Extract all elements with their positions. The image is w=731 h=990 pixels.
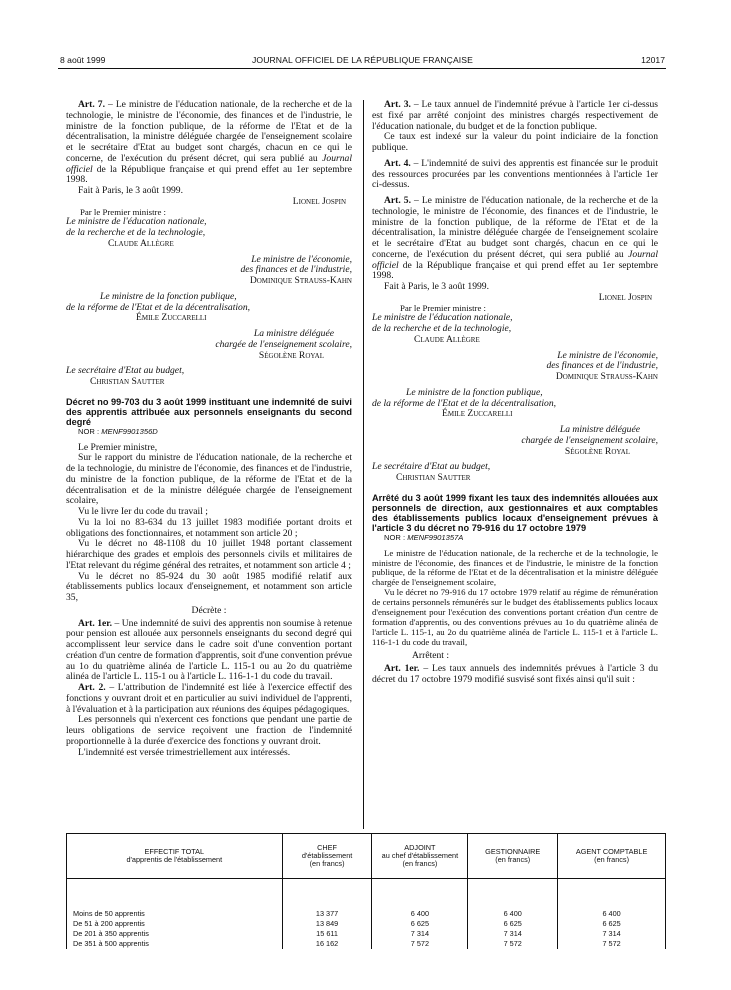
- decrete: Décrète :: [191, 604, 227, 616]
- table-cell: 6 625: [468, 919, 558, 929]
- signatory-name: Ségolène Royal: [564, 445, 630, 457]
- signatory-title: Le ministre de l'éducation nationale,: [372, 312, 513, 324]
- article-3: Art. 3. – Le taux annuel de l'indemnité prévue à l'article 1er ci-dessus est fixé par arrêté conjoint des ministres chargés respectivement de l'éducation nationale, du budget et de la fonction publique.: [372, 99, 659, 132]
- table-cell: 16 162: [282, 939, 372, 949]
- paragraph: Vu le décret no 79-916 du 17 octobre 1979 relatif au régime de rémunération de certains personnels rémunérés sur le budget des établissements publics locaux d'enseignement pour l'exécution des conventions portant création d'un centre de formation d'apprentis, ou des conventions prévues au 1o du quatrième alinéa de l'article L. 115-1, au 2o du quatrième alinéa de l'article L. 115-1 et à l'article L. 116-1-1 du code du travail,: [372, 587, 658, 647]
- fait-a-paris: Fait à Paris, le 3 août 1999.: [78, 185, 183, 196]
- arrete-title: Arrêté du 3 août 1999 fixant les taux des indemnités allouées aux personnels de direction, aux gestionnaires et aux comptables des établissements publics locaux d'enseignement prévues à l'article 3 du décret no 79-916 du 17 octobre 1979: [372, 492, 658, 533]
- table-cell: 15 611: [282, 929, 372, 939]
- decree-title: Décret no 99-703 du 3 août 1999 instituant une indemnité de suivi des apprentis attribuée aux personnels enseignants du second degré: [66, 396, 352, 427]
- signatory-title: chargée de l'enseignement scolaire,: [215, 338, 352, 350]
- header-title: JOURNAL OFFICIEL DE LA RÉPUBLIQUE FRANÇAISE: [252, 55, 473, 65]
- table-cell: 7 314: [558, 929, 666, 939]
- table-cell: 7 572: [372, 939, 468, 949]
- table-cell: 7 314: [372, 929, 468, 939]
- signatory-title: Le secrétaire d'Etat au budget,: [372, 461, 491, 473]
- column-divider: [363, 100, 364, 829]
- signatory-title: Le ministre de l'économie,: [251, 253, 352, 265]
- article-7: Art. 7. – Le ministre de l'éducation nationale, de la recherche et de la technologie, le ministre de l'économie, des finances et de l'industrie, le ministre de la fonction publique, de la réforme de l'Etat et de la décentralisation, la ministre déléguée chargée de l'enseignement scolaire et le secrétaire d'Etat au budget sont chargés, chacun en ce qui le concerne, de l'exécution du présent décret, qui sera publié au Journal officiel de la République française et qui prend effet au 1er septembre 1998.: [66, 99, 352, 186]
- paragraph: Vu le livre Ier du code du travail ;: [78, 506, 208, 518]
- paragraph: Les personnels qui n'exercent ces fonctions que pendant une partie de leurs obligations de service reçoivent une fraction de l'indemnité proportionnelle à la durée d'exercice des fonctions y ouvrant droit.: [66, 714, 352, 747]
- column-header: AGENT COMPTABLE (en francs): [558, 834, 666, 879]
- signatory-title: chargée de l'enseignement scolaire,: [521, 434, 658, 446]
- column-header: ADJOINT au chef d'établissement (en francs): [372, 834, 468, 879]
- indemnity-table: [66, 833, 666, 949]
- table-cell: 6 400: [468, 909, 558, 919]
- signatory-title: La ministre déléguée: [559, 424, 640, 436]
- table-row: [67, 929, 666, 939]
- table-cell: 7 572: [468, 939, 558, 949]
- paragraph: Vu le décret no 85-924 du 30 août 1985 modifié relatif aux établissements publics locaux d'enseignement, et notamment son article 35,: [66, 570, 352, 604]
- column-header: CHEF d'établissement (en francs): [282, 834, 372, 879]
- article-1: Art. 1er. – Une indemnité de suivi des apprentis non soumise à retenue pour pension est allouée aux personnels enseignants du second degré qui accomplissent leur service dans le cadre soit d'une convention portant création d'un centre de formation d'apprentis, soit d'une convention prévue au 1o du quatrième alinéa de l'article L. 115-1 ou au 2o du quatrième alinéa de l'article L. 115-1 ou à l'article L. 116-1-1 du code du travail.: [66, 617, 352, 683]
- header-rule: [58, 68, 666, 69]
- signatory-name: Dominique Strauss-Kahn: [555, 371, 658, 383]
- table-cell: 7 314: [468, 929, 558, 939]
- table-cell: De 351 à 500 apprentis: [67, 939, 283, 949]
- signatory-name: Christian Sautter: [90, 376, 165, 388]
- table-cell: De 51 à 200 apprentis: [67, 919, 283, 929]
- table-cell: 13 849: [282, 919, 372, 929]
- fait-a-paris: Fait à Paris, le 3 août 1999.: [384, 281, 489, 292]
- signatory-name: Christian Sautter: [396, 472, 471, 484]
- right-column: [372, 100, 658, 686]
- signatory-name: Dominique Strauss-Kahn: [249, 275, 352, 287]
- article-4: Art. 4. – L'indemnité de suivi des apprentis est financée sur le produit des ressources procurées par les conventions mentionnées à l'article 1er ci-dessus.: [372, 157, 659, 191]
- signatory-title: Le ministre de l'éducation nationale,: [66, 216, 207, 228]
- nor-reference: NOR : MENF9901356D: [78, 426, 158, 436]
- paragraph: Vu le décret no 48-1108 du 10 juillet 1948 portant classement hiérarchique des grades et emplois des personnels civils et militaires de l'Etat relevant du régime général des retraites, et notamment son article 4 ;: [66, 538, 352, 571]
- table-row: [67, 919, 666, 929]
- column-header: EFFECTIF TOTAL d'apprentis de l'établissement: [67, 834, 283, 879]
- signatory-title: La ministre déléguée: [253, 328, 334, 340]
- table-cell: 6 625: [372, 919, 468, 929]
- article-1: Art. 1er. – Les taux annuels des indemnités prévues à l'article 3 du décret du 17 octobre 1979 modifié susvisé sont fixés ainsi qu'il suit :: [372, 663, 658, 686]
- table-cell: 6 625: [558, 919, 666, 929]
- table-header-row: [67, 834, 666, 879]
- page-header: [60, 55, 665, 67]
- signatory-title: Le ministre de l'économie,: [557, 349, 658, 361]
- paragraph: Ce taux est indexé sur la valeur du point indiciaire de la fonction publique.: [372, 131, 658, 153]
- table-cell: 13 377: [282, 909, 372, 919]
- table-cell: 7 572: [558, 939, 666, 949]
- par-premier-ministre: Par le Premier ministre :: [400, 302, 486, 313]
- header-date: 8 août 1999: [60, 55, 106, 65]
- table-row: [67, 939, 666, 949]
- par-premier-ministre: Par le Premier ministre :: [80, 206, 166, 217]
- article-5: Art. 5. – Le ministre de l'éducation nationale, de la recherche et de la technologie, le ministre de l'économie, des finances et de l'industrie, le ministre de la fonction publique, de la réforme de l'Etat et de la décentralisation, la ministre déléguée chargée de l'enseignement scolaire et le secrétaire d'Etat au budget sont chargés, chacun en ce qui le concerne, de l'exécution du présent décret, qui sera publié au Journal officiel de la République française et qui prend effet au 1er septembre 1998.: [372, 195, 658, 282]
- table-cell: Moins de 50 apprentis: [67, 909, 283, 919]
- signatory-name: Claude Allègre: [414, 333, 480, 345]
- signatory-name: Émile Zuccarelli: [136, 312, 207, 324]
- nor-reference: NOR : MENF9901357A: [384, 532, 464, 542]
- signatory-name: Émile Zuccarelli: [442, 408, 513, 420]
- signatory-name: Ségolène Royal: [258, 349, 324, 361]
- paragraph: Vu la loi no 83-634 du 13 juillet 1983 modifiée portant droits et obligations des fonctionnaires, et notamment son article 20 ;: [66, 516, 352, 539]
- signatory-title: des finances et de l'industrie,: [240, 264, 352, 276]
- signatory-title: de la réforme de l'Etat et de la décentralisation,: [372, 397, 557, 409]
- paragraph: L'indemnité est versée trimestriellement aux intéressés.: [78, 746, 291, 758]
- paragraph: Le ministre de l'éducation nationale, de la recherche et de la technologie, le ministre de l'économie, des finances et de l'industrie, le ministre de la fonction publique, de la réforme de l'Etat et de la décentralisation et la ministre déléguée chargée de l'enseignement scolaire,: [372, 547, 658, 588]
- table-cell: 6 400: [372, 909, 468, 919]
- signatory-title: des finances et de l'industrie,: [546, 360, 658, 372]
- signatory-title: de la recherche et de la technologie,: [66, 227, 206, 239]
- table-cell: De 201 à 350 apprentis: [67, 929, 283, 939]
- table-cell: 6 400: [558, 909, 666, 919]
- paragraph: Le Premier ministre,: [78, 441, 158, 453]
- arretent: Arrêtent :: [412, 649, 450, 661]
- table-row: [67, 909, 666, 919]
- header-page-number: 12017: [641, 55, 665, 65]
- signatory-title: Le secrétaire d'Etat au budget,: [66, 365, 185, 377]
- left-column: [66, 100, 352, 758]
- paragraph: Sur le rapport du ministre de l'éducation nationale, de la recherche et de la technologie, du ministre de l'économie, des finances et de l'industrie, du ministre de la fonction publique, de la réforme de l'Etat et de la décentralisation et de la ministre déléguée chargée de l'enseignement scolaire,: [66, 452, 352, 507]
- signatory-title: Le ministre de la fonction publique,: [100, 290, 237, 302]
- signatory-title: de la recherche et de la technologie,: [372, 323, 512, 335]
- column-header: GESTIONNAIRE (en francs): [468, 834, 558, 879]
- pm-signature: Lionel Jospin: [292, 195, 346, 207]
- signatory-title: Le ministre de la fonction publique,: [406, 386, 543, 398]
- pm-signature: Lionel Jospin: [598, 291, 652, 303]
- signatory-title: de la réforme de l'Etat et de la décentralisation,: [66, 301, 251, 313]
- article-2: Art. 2. – L'attribution de l'indemnité est liée à l'exercice effectif des fonctions y ouvrant droit et en particulier au suivi individuel de l'apprenti, à l'évaluation et à la participation aux réunions des équipes pédagogiques.: [66, 682, 353, 715]
- signatory-name: Claude Allègre: [108, 237, 174, 249]
